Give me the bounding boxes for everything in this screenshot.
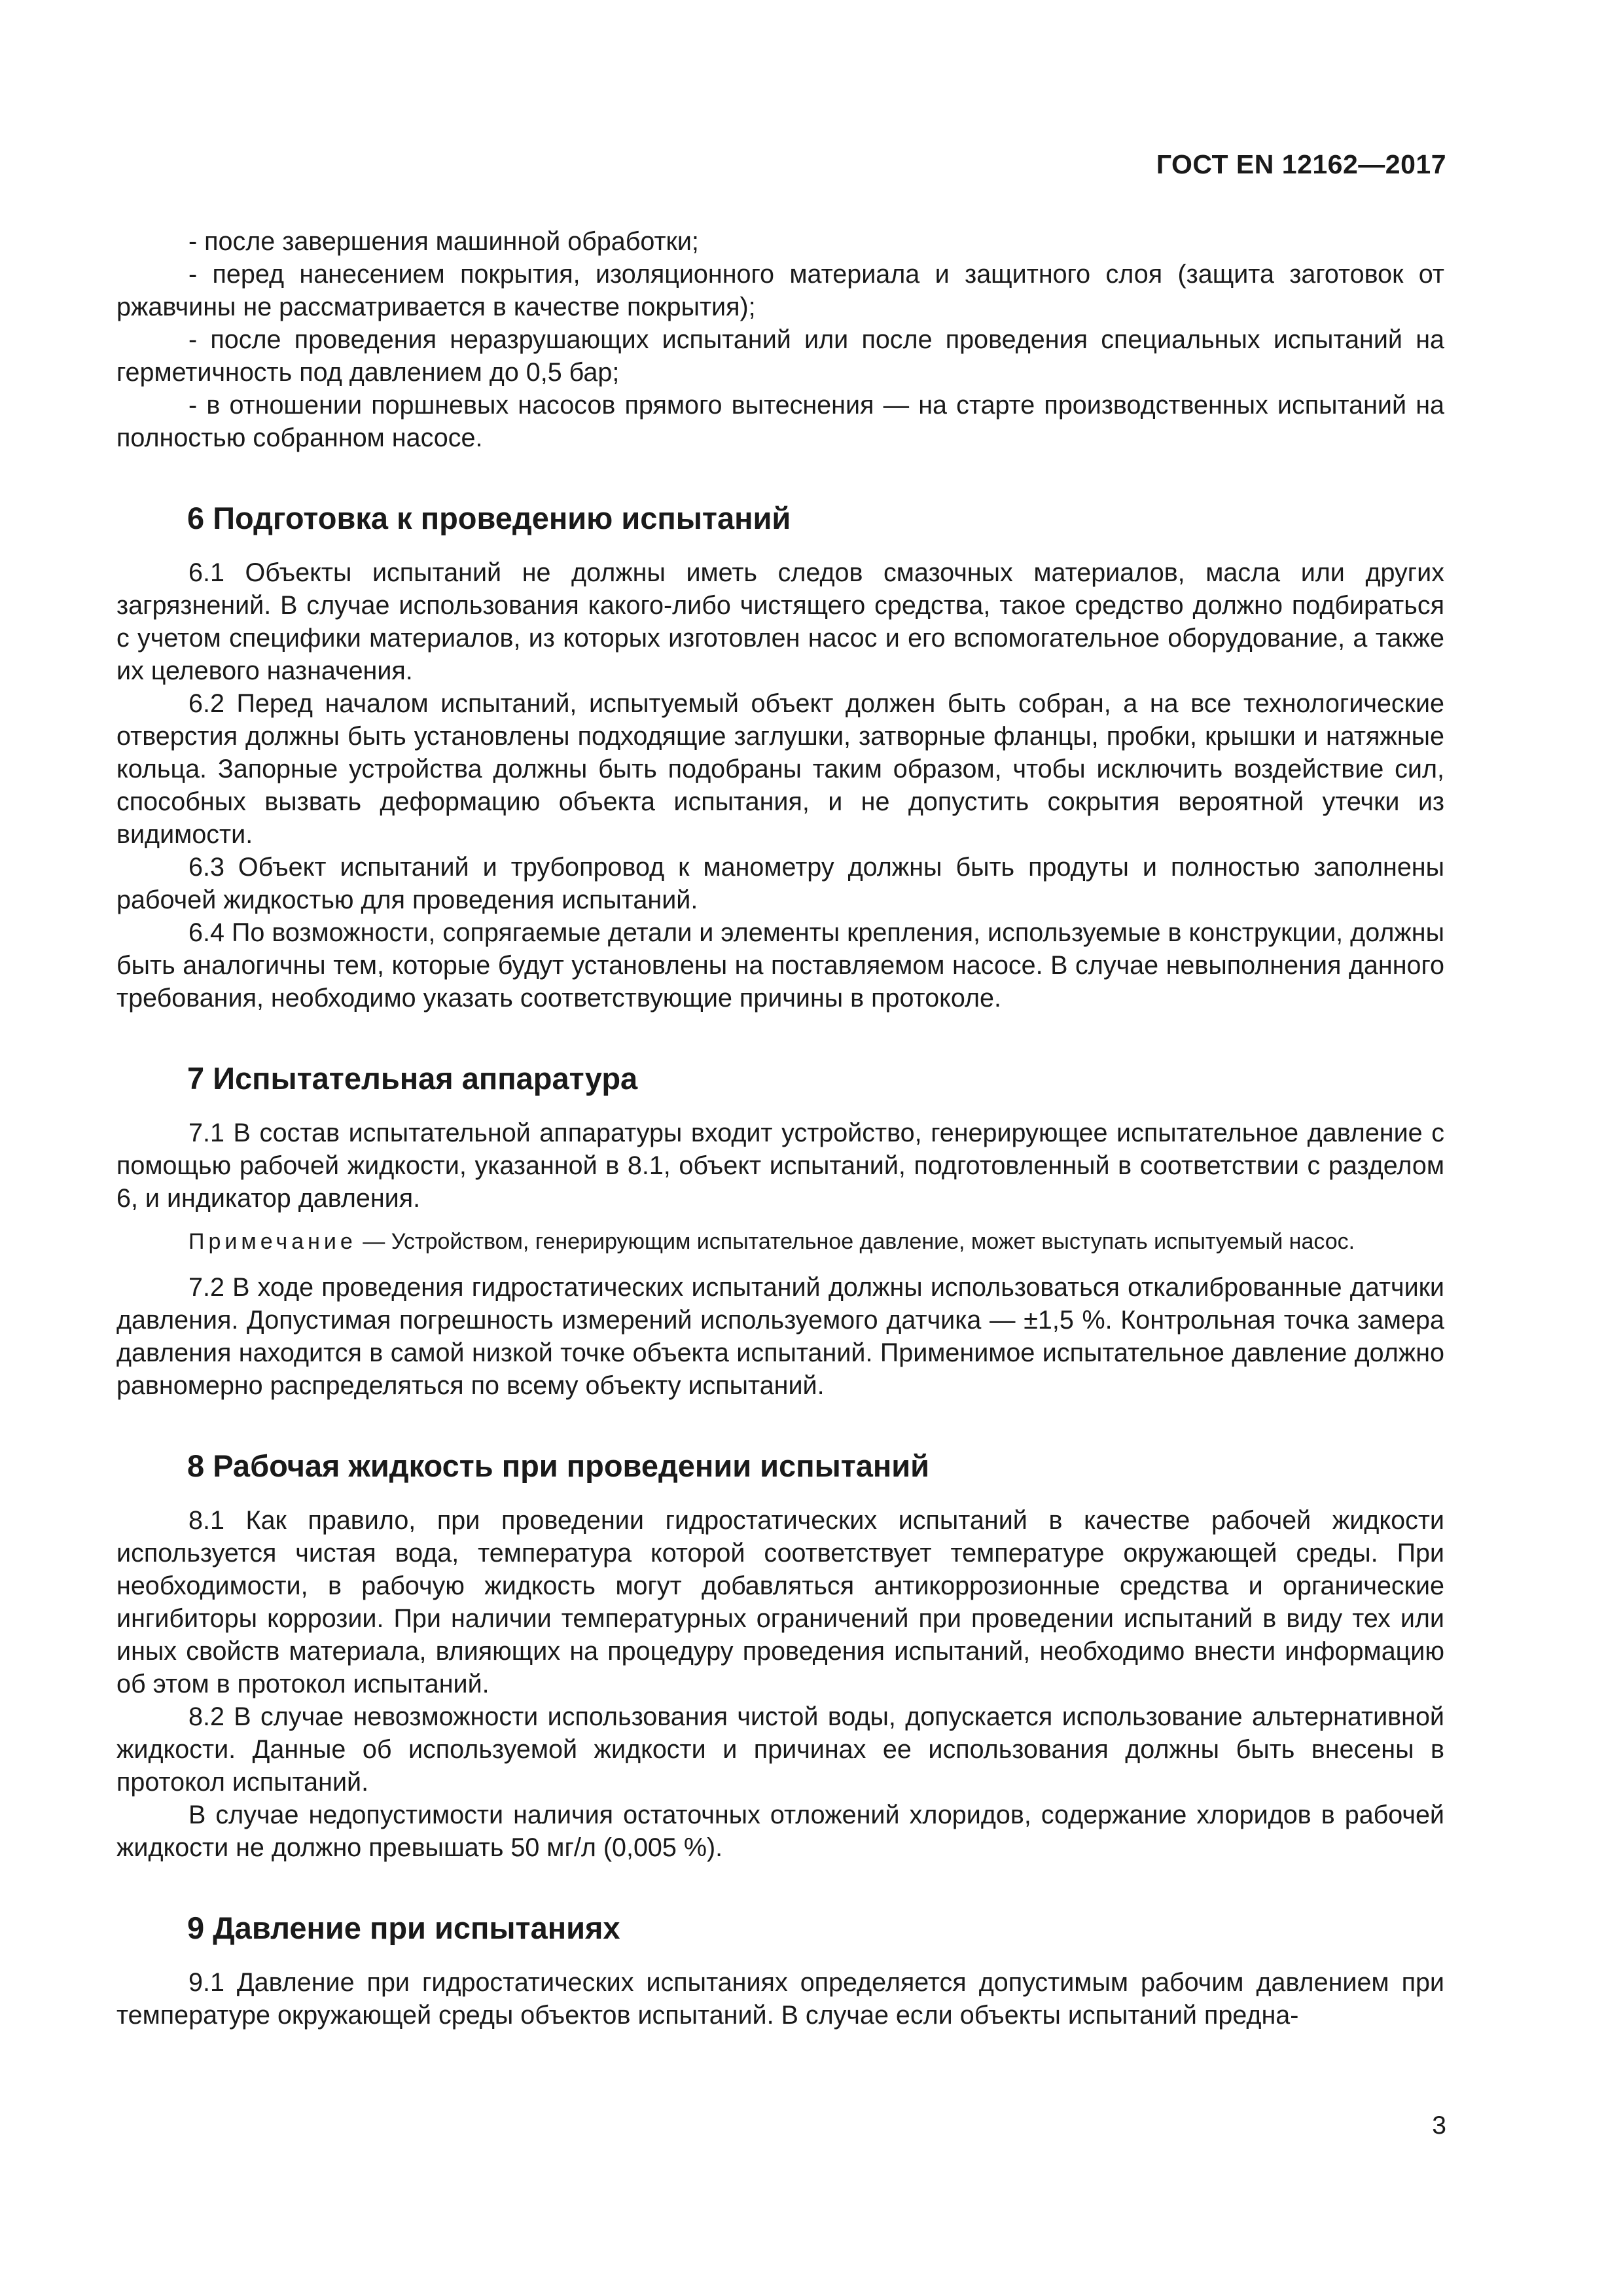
note-label: Примечание bbox=[188, 1229, 357, 1254]
section-6 bbox=[116, 500, 1444, 1014]
note-text: — Устройством, генерирующим испытательное давление, может выступать испытуемый насос. bbox=[356, 1229, 1355, 1254]
list-item: - после проведения неразрушающих испытаний или после проведения специальных испытаний на герметичность под давлением до 0,5 бар; bbox=[116, 325, 1444, 387]
document-code-header: ГОСТ EN 12162—2017 bbox=[1156, 149, 1446, 179]
paragraph: 6.3 Объект испытаний и трубопровод к манометру должны быть продуты и полностью заполнены рабочей жидкостью для проведения испытаний. bbox=[116, 853, 1444, 914]
paragraph: 9.1 Давление при гидростатических испытаниях определяется допустимым рабочим давлением при температуре окружающей среды объектов испытаний. В случае если объекты испытаний предна- bbox=[116, 1968, 1444, 2030]
note bbox=[116, 1227, 1444, 1257]
section-title: 6 Подготовка к проведению испытаний bbox=[187, 501, 791, 535]
section-title: 8 Рабочая жидкость при проведении испытаний bbox=[187, 1448, 930, 1483]
paragraph: 6.4 По возможности, сопрягаемые детали и элементы крепления, используемые в конструкции, должны быть аналогичны тем, которые будут установлены на поставляемом насосе. В случае невыполнения данного требования, необходимо указать соответствующие причины в протоколе. bbox=[116, 918, 1444, 1013]
section-title: 9 Давление при испытаниях bbox=[187, 1910, 620, 1945]
section-9 bbox=[116, 1910, 1444, 2032]
paragraph: 7.2 В ходе проведения гидростатических испытаний должны использоваться откалиброванные датчики давления. Допустимая погрешность измерений используемого датчика — ±1,5 %. Контрольная точка замера давления находится в самой низкой точке объекта испытаний. Применимое испытательное давление должно равномерно распределяться по всему объекту испытаний. bbox=[116, 1273, 1444, 1400]
list-item: - после завершения машинной обработки; bbox=[188, 227, 699, 256]
paragraph: 6.2 Перед началом испытаний, испытуемый объект должен быть собран, а на все технологические отверстия должны быть установлены подходящие заглушки, затворные фланцы, пробки, крышки и натяжные кольца. Запорные устройства должны быть подобраны таким образом, чтобы исключить воздействие сил, способных вызвать деформацию объекта испытания, и не допустить сокрытия вероятной утечки из видимости. bbox=[116, 689, 1444, 849]
paragraph: 6.1 Объекты испытаний не должны иметь следов смазочных материалов, масла или других загрязнений. В случае использования какого-либо чистящего средства, такое средство должно подбираться с учетом специфики материалов, из которых изготовлен насос и его вспомогательное оборудование, а также их целевого назначения. bbox=[116, 558, 1444, 685]
paragraph: 8.1 Как правило, при проведении гидростатических испытаний в качестве рабочей жидкости используется чистая вода, температура которой соответствует температуре окружающей среды. При необходимости, в рабочую жидкость могут добавляться антикоррозионные средства и органические ингибиторы коррозии. При наличии температурных ограничений при проведении испытаний в виду тех или иных свойств материала, влияющих на процедуру проведения испытаний, необходимо внести информацию об этом в протокол испытаний. bbox=[116, 1506, 1444, 1698]
section-8 bbox=[116, 1448, 1444, 1864]
paragraph: 7.1 В состав испытательной аппаратуры входит устройство, генерирующее испытательное давление с помощью рабочей жидкости, указанной в 8.1, объект испытаний, подготовленный в соответствии с разделом 6, и индикатор давления. bbox=[116, 1119, 1444, 1213]
intro-bullet-list bbox=[116, 225, 1444, 454]
paragraph: В случае недопустимости наличия остаточных отложений хлоридов, содержание хлоридов в рабочей жидкости не должно превышать 50 мг/л (0,005 %). bbox=[116, 1801, 1444, 1862]
section-7 bbox=[116, 1060, 1444, 1402]
section-title: 7 Испытательная аппаратура bbox=[187, 1061, 638, 1096]
page-number: 3 bbox=[1432, 2111, 1446, 2140]
list-item: - перед нанесением покрытия, изоляционного материала и защитного слоя (защита заготовок от ржавчины не рассматривается в качестве покрытия); bbox=[116, 260, 1444, 321]
paragraph: 8.2 В случае невозможности использования чистой воды, допускается использование альтернативной жидкости. Данные об используемой жидкости и причинах ее использования должны быть внесены в протокол испытаний. bbox=[116, 1702, 1444, 1797]
page-content bbox=[116, 225, 1444, 2032]
list-item: - в отношении поршневых насосов прямого вытеснения — на старте производственных испытаний на полностью собранном насосе. bbox=[116, 391, 1444, 452]
